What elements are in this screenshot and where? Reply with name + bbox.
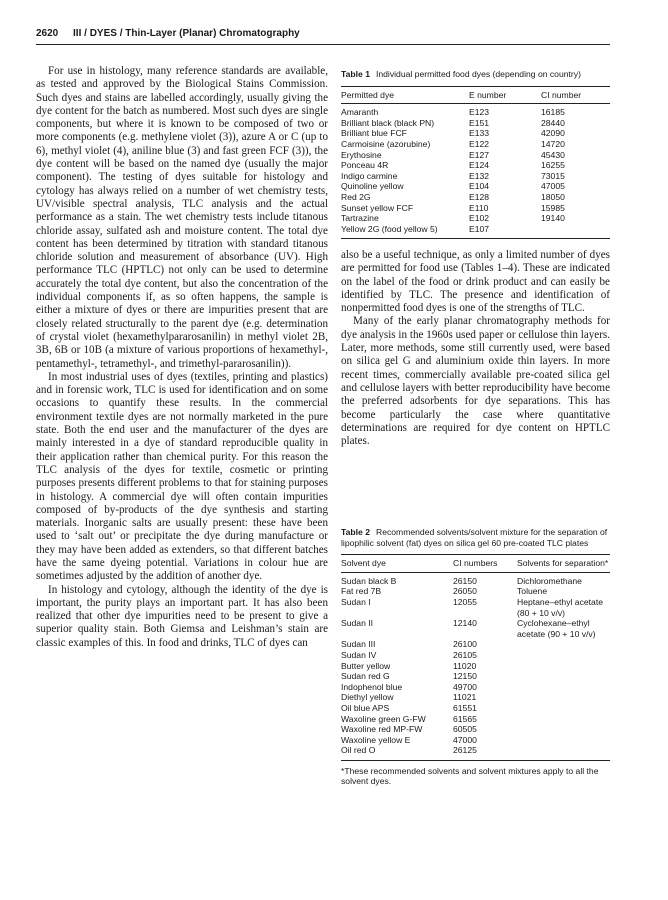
table-row xyxy=(341,650,610,661)
table-cell: 42090 xyxy=(541,128,565,139)
column-header: E number xyxy=(469,89,507,100)
table-cell: Cyclohexane–ethyl acetate (90 + 10 v/v) xyxy=(517,618,596,639)
table-cell: 47000 xyxy=(453,734,477,745)
table-row xyxy=(341,618,610,639)
table-cell: Ponceau 4R xyxy=(341,160,389,171)
table-row xyxy=(341,128,610,139)
table-row xyxy=(341,639,610,650)
table-cell: Indigo carmine xyxy=(341,170,398,181)
table-cell: Sudan I xyxy=(341,596,371,607)
table-cell: 26100 xyxy=(453,639,477,650)
table-cell xyxy=(517,745,610,760)
table-cell: Quinoline yellow xyxy=(341,181,404,192)
page-number: 2620 xyxy=(36,28,59,39)
table-row xyxy=(341,572,610,586)
table-cell: 15985 xyxy=(541,202,565,213)
table-cell: Amaranth xyxy=(341,107,379,118)
table-cell: 18050 xyxy=(541,191,565,202)
table-cell: 26050 xyxy=(453,586,477,597)
table-cell: 11021 xyxy=(453,692,477,703)
table-cell: Fat red 7B xyxy=(341,586,382,597)
table-cell: Waxoline yellow E xyxy=(341,734,411,745)
table-row xyxy=(341,682,610,693)
table-cell xyxy=(517,661,610,672)
table-cell: 16185 xyxy=(541,107,565,118)
table-row xyxy=(341,104,610,118)
table-cell: E123 xyxy=(469,107,490,118)
table-cell: 26105 xyxy=(453,649,477,660)
table-cell: 26125 xyxy=(453,745,477,756)
table-cell: Brilliant black (black PN) xyxy=(341,117,435,128)
table-cell xyxy=(517,724,610,735)
paragraph: Many of the early planar chromatography methods for dye analysis in the 1960s used paper or cellulose thin layers. Later, more methods, some still currently used, were based on silica gel G and aluminium oxide thin layers. In more recent times, commercially available pre-coated silica gel and cellulose layers with better reproducibility have become the preferred adsorbents for dye separations. This has become particularly the case where quantitative determinations are required for dye content on HPTLC plates. xyxy=(341,315,610,448)
table-cell: E128 xyxy=(469,191,490,202)
table-cell: 60505 xyxy=(453,724,477,735)
table-row xyxy=(341,724,610,735)
right-column xyxy=(341,249,610,448)
table-row xyxy=(341,714,610,725)
table-cell: 49700 xyxy=(453,681,477,692)
table-cell: 61551 xyxy=(453,702,477,713)
column-header: Solvent dye xyxy=(341,558,386,569)
table-row xyxy=(341,171,610,182)
table-cell: 14720 xyxy=(541,138,565,149)
table-1-caption xyxy=(341,69,610,80)
table-cell xyxy=(517,671,610,682)
column-header: CI numbers xyxy=(453,558,498,569)
table-row xyxy=(341,224,610,239)
table-cell xyxy=(517,714,610,725)
table-cell: Tartrazine xyxy=(341,213,379,224)
table-cell: Sudan II xyxy=(341,618,374,629)
table-1-label: Table 1 xyxy=(341,69,370,79)
table-cell: E151 xyxy=(469,117,490,128)
table-cell: 19140 xyxy=(541,213,565,224)
table-cell: Erythosine xyxy=(341,149,382,160)
table-cell: Diethyl yellow xyxy=(341,692,394,703)
table-cell: E110 xyxy=(469,202,489,213)
table-cell: Sunset yellow FCF xyxy=(341,202,414,213)
table-cell xyxy=(517,682,610,693)
column-header: Permitted dye xyxy=(341,89,395,100)
column-header: Solvents for separation* xyxy=(517,558,609,569)
table-cell: 26150 xyxy=(453,575,477,586)
table-1-caption-text: Individual permitted food dyes (depending on country) xyxy=(375,69,581,79)
table-cell: 47005 xyxy=(541,181,565,192)
table-cell xyxy=(517,703,610,714)
table-2-caption-text: Recommended solvents/solvent mixture for the separation of lipophilic solvent (fat) dyes on silica gel 60 pre-coated TLC plates xyxy=(341,527,608,548)
paragraph: For use in histology, many reference standards are available, as tested and approved by the Biological Stains Commission. Such dyes and stains are labelled accordingly, usually giving the dye content for the batch as numbered. Most such dyes are single components, but where it is known to be composed of two or more components (e.g. methylene violet (3)), azure A or C (up to 6), methyl violet (4), aniline blue (3) and fast green FCF (3)), the dye content will be based on the named dye (usually the major component). The testing of dyes suitable for histology and cytology has always relied on a number of wet chemistry tests, UV/visible spectral analysis, TLC analysis and the actual performance as a stain. The wet chemistry tests include titanous chloride assay, sulfated ash and moisture content. The total dye content has been determined by titration with standard titanous chloride solution and measurement of absorbance (UV). High performance TLC (HPTLC) not only can be used to determine accurately the total dye content, but also the concentration of the individual components if, as so often happens, the sample is either a mixture of dyes or there are impurities present that are closely related structurally to the parent dye (e.g. determination of crystal violet (hexamethylpararosanilin) in methyl violet 2B, 3B, 6B or 10B (a mixture of various proportions of hexamethyl-, pentamethyl-, tetramethyl-, and trimethyl-pararosanilin)). xyxy=(36,65,328,370)
table-cell: Yellow 2G (food yellow 5) xyxy=(341,223,438,234)
table-row xyxy=(341,586,610,597)
table-cell: 28440 xyxy=(541,117,565,128)
column-header: CI number xyxy=(541,89,582,100)
table-row xyxy=(341,735,610,746)
table-cell xyxy=(517,650,610,661)
table-row xyxy=(341,671,610,682)
table-cell: Waxoline green G-FW xyxy=(341,713,426,724)
table-2-label: Table 2 xyxy=(341,527,370,537)
table-cell: E127 xyxy=(469,149,490,160)
table-1 xyxy=(341,69,610,239)
table-cell: Indophenol blue xyxy=(341,681,403,692)
table-cell: E133 xyxy=(469,128,490,139)
table-cell: E124 xyxy=(469,160,490,171)
table-row xyxy=(341,213,610,224)
paragraph: also be a useful technique, as only a limited number of dyes are permitted for food use (Tables 1–4). These are indicated on the label of the food or drink product and can easily be identified by TLC. The presence and identification of nonpermitted food dyes is one of the strengths of TLC. xyxy=(341,249,610,315)
table-cell: Dichloromethane xyxy=(517,575,582,586)
table-cell: Waxoline red MP-FW xyxy=(341,724,423,735)
table-cell: Sudan red G xyxy=(341,671,390,682)
table-row xyxy=(341,150,610,161)
table-cell xyxy=(517,639,610,650)
running-header xyxy=(36,28,610,45)
table-cell xyxy=(517,692,610,703)
table-cell: Toluene xyxy=(517,586,548,597)
table-row xyxy=(341,203,610,214)
table-2-caption xyxy=(341,527,610,548)
table-header-row xyxy=(341,86,610,104)
table-cell: 11020 xyxy=(453,660,477,671)
table-row xyxy=(341,692,610,703)
table-row xyxy=(341,118,610,129)
table-header-row xyxy=(341,555,610,573)
table-cell: Sudan IV xyxy=(341,649,377,660)
table-cell: 12140 xyxy=(453,618,477,629)
table-row xyxy=(341,597,610,618)
table-cell: E104 xyxy=(469,181,490,192)
table-cell: E132 xyxy=(469,170,490,181)
left-column xyxy=(36,65,328,650)
table-cell: 73015 xyxy=(541,170,565,181)
table-row xyxy=(341,139,610,150)
table-cell xyxy=(541,224,610,239)
table-2-footnote: *These recommended solvents and solvent mixtures apply to all the solvent dyes. xyxy=(341,765,599,787)
table-cell: E102 xyxy=(469,213,490,224)
paragraph: In most industrial uses of dyes (textiles, printing and plastics) and in forensic work, TLC is used for identification and on some occasions to quantify these results. In the commercial environment textile dyes are not normally marketed in the pure state. Both the end user and the manufacturer of the dyes are mainly interested in a dye of standard reproducible quality in their application rather than chemical purity. For this reason the TLC analysis of the dyes for textile, cosmetic or printing purposes presents different problems to that for staining purposes in histology. A commercial dye will often contain impurities composed of by-products of the dye synthesis and starting materials. Inorganic salts are usually present: these have been used to ‘salt out’ or precipitate the dye during manufacture or they may have been added as extenders, so that different batches have the same dyeing potential. Variations in colour hue are sometimes adjusted by the addition of another dye. xyxy=(36,370,328,583)
table-cell: Red 2G xyxy=(341,191,371,202)
table-cell: Oil red O xyxy=(341,745,376,756)
table-cell: 61565 xyxy=(453,713,477,724)
table-cell: 45430 xyxy=(541,149,565,160)
table-cell: E107 xyxy=(469,223,490,234)
table-cell: Oil blue APS xyxy=(341,702,390,713)
table-cell: Sudan III xyxy=(341,639,376,650)
running-title: III / DYES / Thin-Layer (Planar) Chromatography xyxy=(73,28,300,39)
table-cell: 12055 xyxy=(453,596,477,607)
table-cell: 16255 xyxy=(541,160,565,171)
paragraph: In histology and cytology, although the identity of the dye is important, the purity plays an important part. It has also been realized that other dye impurities need to be present to give a superior quality stain. Both Giemsa and Leishman’s stain are classic examples of this. In food and drinks, TLC of dyes can xyxy=(36,583,328,649)
table-row xyxy=(341,181,610,192)
table-row xyxy=(341,703,610,714)
table-cell xyxy=(517,735,610,746)
table-cell: Butter yellow xyxy=(341,660,391,671)
table-row xyxy=(341,661,610,672)
table-cell: Carmoisine (azorubine) xyxy=(341,138,431,149)
table-cell: Brilliant blue FCF xyxy=(341,128,407,139)
table-cell: 12150 xyxy=(453,671,477,682)
table-2 xyxy=(341,527,610,787)
table-cell: Heptane–ethyl acetate (80 + 10 v/v) xyxy=(517,596,604,618)
table-cell: Sudan black B xyxy=(341,575,397,586)
table-cell: E122 xyxy=(469,138,490,149)
table-row xyxy=(341,745,610,760)
table-row xyxy=(341,192,610,203)
table-row xyxy=(341,160,610,171)
